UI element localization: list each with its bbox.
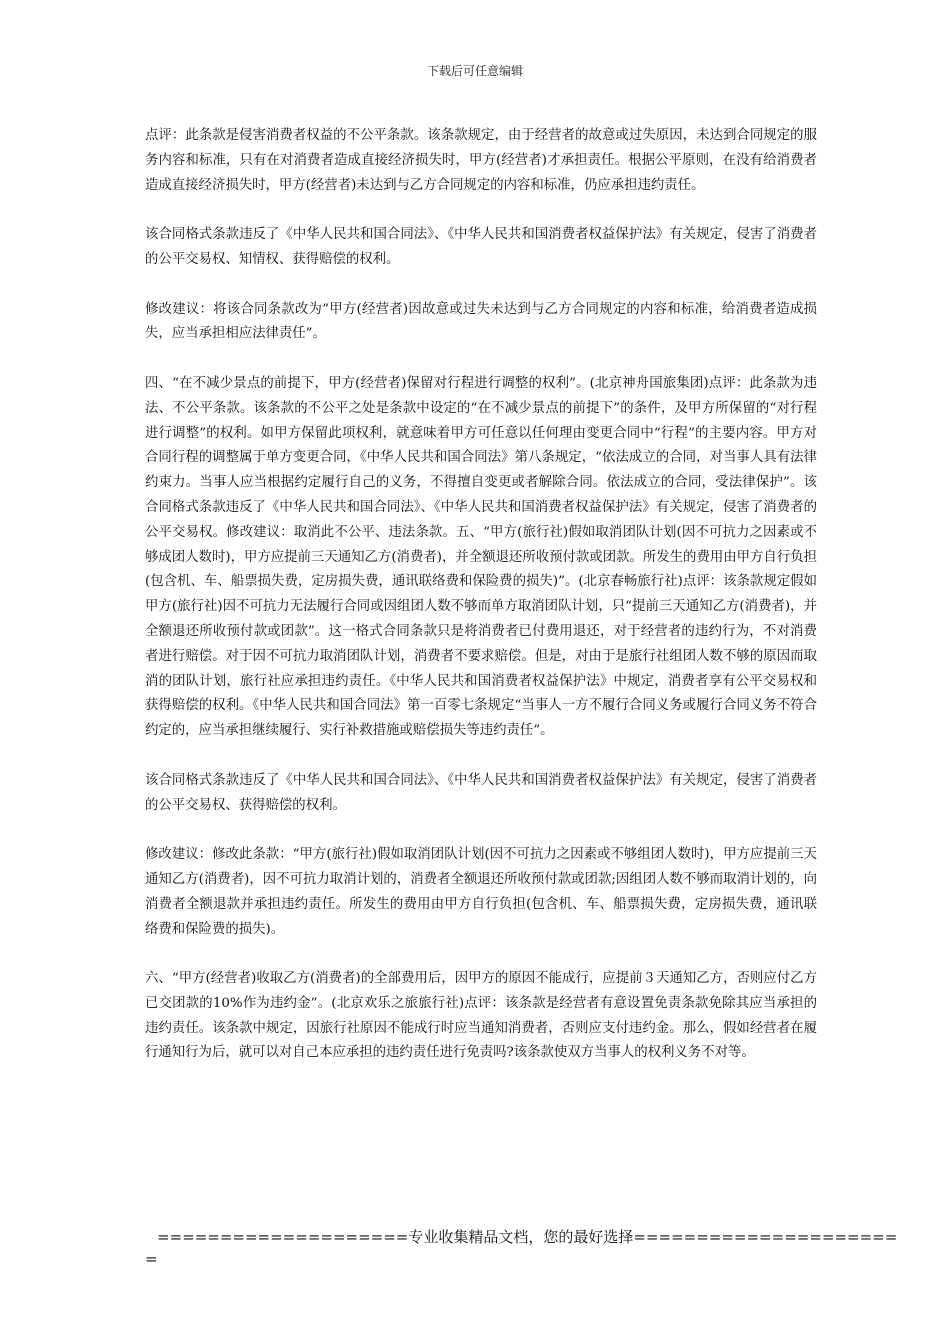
paragraph-6: 修改建议：修改此条款：“甲方(旅行社)假如取消团队计划(因不可抗力之因素或不够组团人数时)，甲方应提前三天通知乙方(消费者)，因不可抗力取消计划的，消费者全额退还所收预付款或团款;因组团人数不够而取消计划的，向消费者全额退款并承担违约责任。所发生的费用由甲方自行负担(包含机、车、船票损失费，定房损失费，通讯联络费和保险费的损失)。 bbox=[145, 847, 817, 937]
paragraph-5: 该合同格式条款违反了《中华人民共和国合同法》、《中华人民共和国消费者权益保护法》有关规定，侵害了消费者的公平交易权、获得赔偿的权利。 bbox=[145, 772, 817, 813]
page-footer bbox=[145, 1226, 898, 1270]
document-body bbox=[145, 124, 817, 1091]
paragraph-4: 四、“在不减少景点的前提下，甲方(经营者)保留对行程进行调整的权利”。(北京神舟国旅集团)点评：此条款为违法、不公平条款。该条款的不公平之处是条款中设定的“在不减少景点的前提下”的条件，及甲方所保留的“对行程进行调整”的权利。如甲方保留此项权利，就意味着甲方可任意以任何理由变更合同中“行程”的主要内容。甲方对合同行程的调整属于单方变更合同，《中华人民共和国合同法》第八条规定，“依法成立的合同，对当事人具有法律约束力。当事人应当根据约定履行自己的义务，不得擅自变更或者解除合同。依法成立的合同，受法律保护”。该合同格式条款违反了《中华人民共和国合同法》、《中华人民共和国消费者权益保护法》有关规定，侵害了消费者的公平交易权。修改建议：取消此不公平、违法条款。五、“甲方(旅行社)假如取消团队计划(因不可抗力之因素或不够成团人数时)，甲方应提前三天通知乙方(消费者)，并全额退还所收预付款或团款。所发生的费用由甲方自行负担(包含机、车、船票损失费，定房损失费，通讯联络费和保险费的损失)”。(北京春畅旅行社)点评：该条款规定假如甲方(旅行社)因不可抗力无法履行合同或因组团人数不够而单方取消团队计划，只“提前三天通知乙方(消费者)，并全额退还所收预付款或团款”。这一格式合同条款只是将消费者已付费用退还，对于经营者的违约行为，不对消费者进行赔偿。对于因不可抗力取消团队计划，消费者不要求赔偿。但是，对由于是旅行社组团人数不够的原因而取消的团队计划，旅行社应承担违约责任。《中华人民共和国消费者权益保护法》中规定，消费者享有公平交易权和获得赔偿的权利。《中华人民共和国合同法》第一百零七条规定“当事人一方不履行合同义务或履行合同义务不符合约定的，应当承担继续履行、实行补救措施或赔偿损失等违约责任”。 bbox=[145, 375, 817, 739]
page-header: 下载后可任意编辑 bbox=[426, 64, 523, 78]
paragraph-2: 该合同格式条款违反了《中华人民共和国合同法》、《中华人民共和国消费者权益保护法》有关规定，侵害了消费者的公平交易权、知情权、获得赔偿的权利。 bbox=[145, 227, 817, 267]
paragraph-1: 点评：此条款是侵害消费者权益的不公平条款。该条款规定，由于经营者的故意或过失原因，未达到合同规定的服务内容和标准，只有在对消费者造成直接经济损失时，甲方(经营者)才承担责任。根据公平原则，在没有给消费者造成直接经济损失时，甲方(经营者)未达到与乙方合同规定的内容和标准，仍应承担违约责任。 bbox=[145, 128, 817, 193]
footer-banner: ====================专业收集精品文档，您的最好选择===================== bbox=[157, 1228, 898, 1246]
paragraph-7: 六、“甲方(经营者)收取乙方(消费者)的全部费用后，因甲方的原因不能成行，应提前３天通知乙方，否则应付乙方已交团款的10%作为违约金”。(北京欢乐之旅旅行社)点评：该条款是经营者有意设置免责条款免除其应当承担的违约责任。该条款中规定，因旅行社原因不能成行时应当通知消费者，否则应支付违约金。那么，假如经营者在履行通知行为后，就可以对自己本应承担的违约责任进行免责吗?该条款使双方当事人的权利义务不对等。 bbox=[145, 971, 817, 1061]
paragraph-3: 修改建议：将该合同条款改为“甲方(经营者)因故意或过失未达到与乙方合同规定的内容和标准，给消费者造成损失，应当承担相应法律责任”。 bbox=[145, 301, 817, 342]
footer-banner-tail: = bbox=[145, 1250, 158, 1268]
